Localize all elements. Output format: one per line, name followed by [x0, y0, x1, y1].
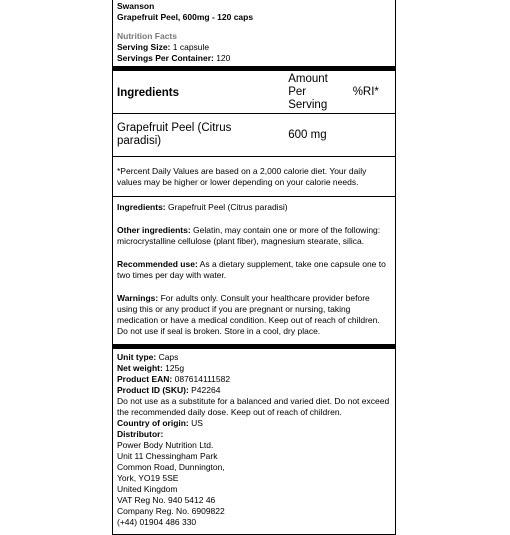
warnings-label: Warnings: — [117, 293, 159, 303]
net-weight-value: 125g — [162, 363, 185, 373]
product-ean — [117, 374, 391, 385]
serving-size — [117, 42, 391, 53]
address-line: Unit 11 Chessingham Park — [117, 451, 218, 461]
servings-value: 120 — [213, 53, 231, 63]
servings-per-container — [117, 53, 391, 64]
net-weight-label: Net weight: — [117, 363, 163, 373]
serving-size-value: 1 capsule — [170, 42, 210, 52]
ingredients-value: Grapefruit Peel (Citrus paradisi) — [165, 202, 288, 212]
ingredient-amount: 600 mg — [288, 114, 352, 157]
unit-type-value: Caps — [156, 352, 179, 362]
address-line: (+44) 01904 486 330 — [117, 517, 197, 527]
origin-value: US — [188, 418, 203, 428]
net-weight — [117, 363, 391, 374]
recommended-use-paragraph — [117, 259, 391, 281]
unit-type-label: Unit type: — [117, 352, 157, 362]
ean-value: 087614111582 — [172, 374, 231, 384]
serving-size-label: Serving Size: — [117, 42, 171, 52]
unit-type — [117, 352, 391, 363]
amount-column-header — [288, 71, 352, 114]
ingredients-paragraph — [117, 202, 391, 213]
address-line: York, YO19 5SE — [117, 473, 179, 483]
ingredient-name-line1: Grapefruit Peel (Citrus — [117, 122, 232, 134]
address-line: Power Body Nutrition Ltd. — [117, 440, 214, 450]
sku-value: P42264 — [188, 385, 221, 395]
ingredient-name-line2: paradisi) — [117, 135, 162, 147]
daily-value-footnote: *Percent Daily Values are based on a 2,000 calorie diet. Your daily values may be higher or lower depending on your calorie needs. — [113, 157, 395, 197]
ean-label: Product EAN: — [117, 374, 173, 384]
other-ingredients-paragraph — [117, 225, 391, 247]
amount-header-line3: Serving — [288, 98, 328, 111]
recommended-use-value: As a dietary supplement, take one capsule one to two times per day with water. — [117, 259, 386, 280]
ingredient-name — [113, 114, 288, 157]
address-line: Company Reg. No. 6909822 — [117, 506, 225, 516]
brand-name: Swanson — [117, 1, 155, 11]
address-line: United Kingdom — [117, 484, 178, 494]
address-line: VAT Reg No. 940 5412 46 — [117, 495, 216, 505]
servings-label: Servings Per Container: — [117, 53, 214, 63]
country-of-origin — [117, 418, 391, 429]
ri-column-header: %RI* — [352, 86, 379, 98]
ingredients-column-header: Ingredients — [117, 87, 179, 99]
supplement-facts-panel — [112, 0, 396, 535]
warnings-value: For adults only. Consult your healthcare provider before using this or any product if you are pregnant or nursing, taking medication or have a medical condition. Keep out of reach of children. Do not use if seal is broken. Store in a cool, dry place. — [117, 293, 380, 336]
diet-disclaimer: Do not use as a substitute for a balanced and varied diet. Do not exceed the recommended daily dose. Keep out of reach of children. — [117, 396, 390, 417]
product-title: Grapefruit Peel, 600mg - 120 caps — [117, 12, 254, 22]
sku-label: Product ID (SKU): — [117, 385, 189, 395]
ingredient-table-header — [113, 71, 395, 114]
ingredient-details — [113, 202, 395, 344]
other-ingredients-label: Other ingredients: — [117, 225, 191, 235]
warnings-paragraph — [117, 293, 391, 337]
ingredients-label: Ingredients: — [117, 202, 166, 212]
recommended-use-label: Recommended use: — [117, 259, 198, 269]
ingredient-ri — [353, 114, 395, 157]
address-line: Common Road, Dunnington, — [117, 462, 225, 472]
table-row — [113, 114, 395, 157]
distributor-label: Distributor: — [117, 429, 164, 439]
other-ingredients-value: Gelatin, may contain one or more of the following: microcrystalline cellulose (plant fiber), magnesium stearate, silica. — [117, 225, 381, 246]
distributor-address — [117, 440, 391, 528]
amount-header-line2: Per — [288, 85, 307, 98]
origin-label: Country of origin: — [117, 418, 189, 428]
amount-header-line1: Amount — [288, 72, 328, 85]
ingredient-table — [113, 71, 395, 157]
product-sku — [117, 385, 391, 396]
nutrition-facts-title: Nutrition Facts — [117, 31, 177, 41]
product-info — [113, 349, 395, 534]
